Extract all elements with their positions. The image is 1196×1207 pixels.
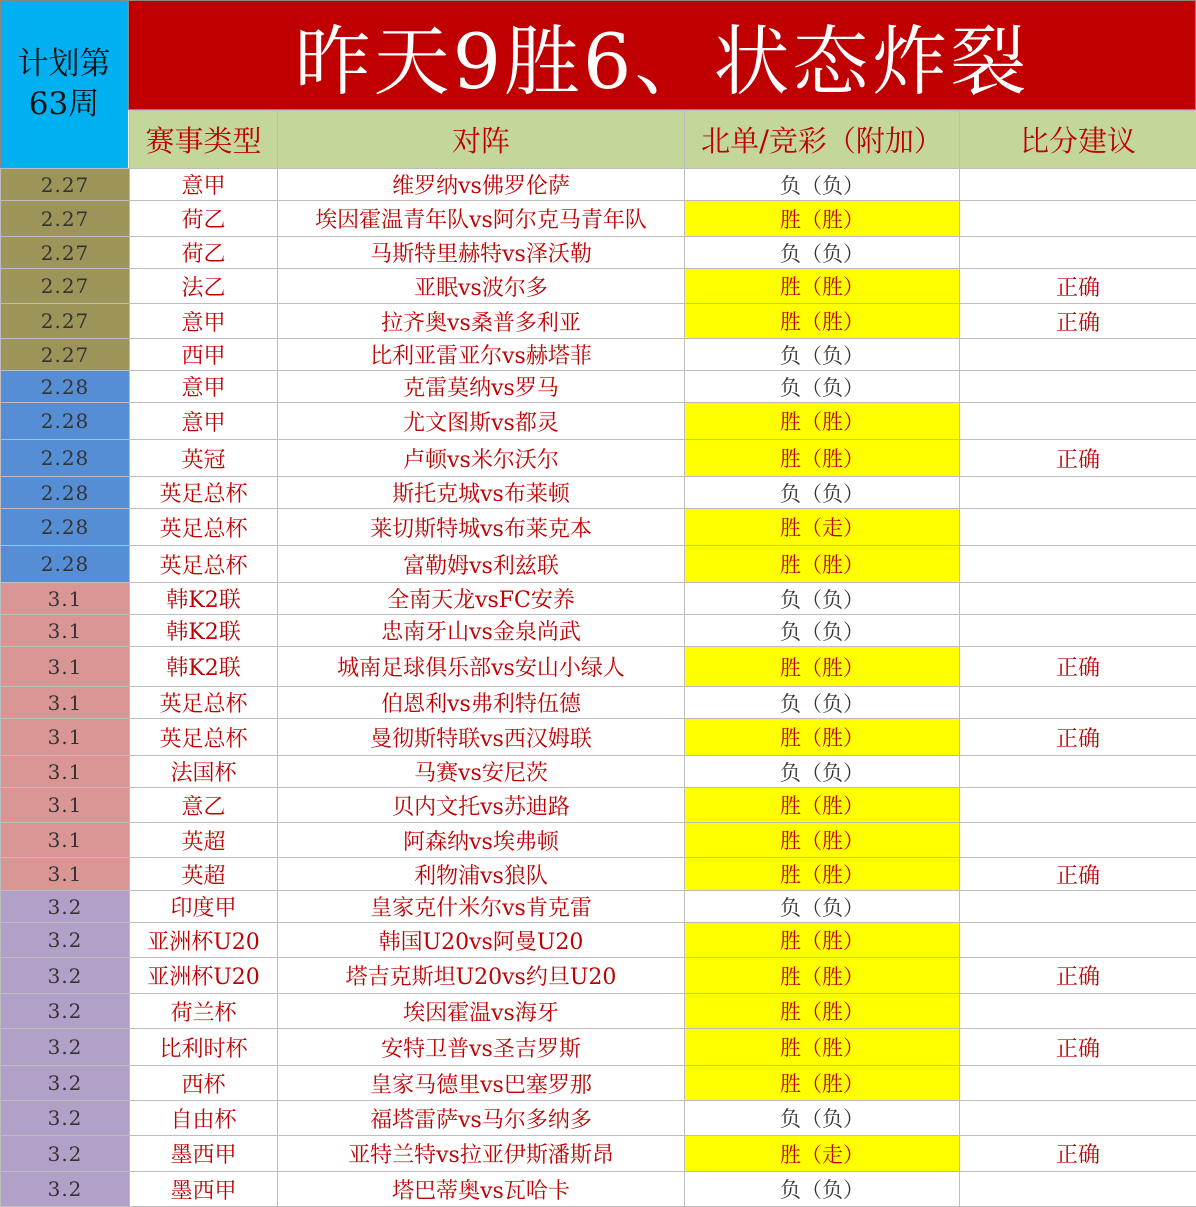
match-type-cell: 法乙 bbox=[130, 269, 278, 304]
match-type-cell: 意甲 bbox=[130, 304, 278, 339]
match-type-cell: 意甲 bbox=[130, 169, 278, 201]
picks-table bbox=[0, 110, 1196, 1207]
match-type-cell: 韩K2联 bbox=[130, 583, 278, 615]
result-cell: 负（负） bbox=[685, 891, 960, 923]
score-cell bbox=[960, 823, 1196, 858]
table-row bbox=[1, 583, 1196, 615]
match-cell: 克雷莫纳vs罗马 bbox=[278, 371, 685, 403]
match-type-cell: 英足总杯 bbox=[130, 719, 278, 756]
date-cell: 2.27 bbox=[1, 269, 130, 304]
match-cell: 安特卫普vs圣吉罗斯 bbox=[278, 1029, 685, 1066]
match-cell: 阿森纳vs埃弗顿 bbox=[278, 823, 685, 858]
result-cell: 胜（胜） bbox=[685, 858, 960, 891]
score-cell: 正确 bbox=[960, 440, 1196, 477]
table-row bbox=[1, 994, 1196, 1029]
match-cell: 斯托克城vs布莱顿 bbox=[278, 477, 685, 509]
match-type-cell: 比利时杯 bbox=[130, 1029, 278, 1066]
match-type-cell: 亚洲杯U20 bbox=[130, 958, 278, 994]
match-cell: 富勒姆vs利兹联 bbox=[278, 546, 685, 583]
banner-title: 昨天9胜6、状态炸裂 bbox=[128, 0, 1196, 110]
result-cell: 负（负） bbox=[685, 237, 960, 269]
result-cell: 负（负） bbox=[685, 615, 960, 647]
match-type-cell: 墨西甲 bbox=[130, 1172, 278, 1207]
date-cell: 3.2 bbox=[1, 958, 130, 994]
date-cell: 3.1 bbox=[1, 756, 130, 788]
table-row bbox=[1, 823, 1196, 858]
match-cell: 塔巴蒂奥vs瓦哈卡 bbox=[278, 1172, 685, 1207]
table-row bbox=[1, 509, 1196, 546]
table-row bbox=[1, 687, 1196, 719]
result-cell: 胜（胜） bbox=[685, 719, 960, 756]
score-cell: 正确 bbox=[960, 958, 1196, 994]
score-cell: 正确 bbox=[960, 719, 1196, 756]
match-type-cell: 墨西甲 bbox=[130, 1136, 278, 1172]
match-type-cell: 荷兰杯 bbox=[130, 994, 278, 1029]
result-cell: 胜（胜） bbox=[685, 269, 960, 304]
table-row bbox=[1, 304, 1196, 339]
match-type-cell: 英超 bbox=[130, 858, 278, 891]
result-cell: 负（负） bbox=[685, 1172, 960, 1207]
score-cell: 正确 bbox=[960, 1136, 1196, 1172]
score-cell bbox=[960, 687, 1196, 719]
table-row bbox=[1, 339, 1196, 371]
match-cell: 伯恩利vs弗利特伍德 bbox=[278, 687, 685, 719]
match-cell: 皇家克什米尔vs肯克雷 bbox=[278, 891, 685, 923]
result-cell: 胜（胜） bbox=[685, 1029, 960, 1066]
date-cell: 3.2 bbox=[1, 891, 130, 923]
match-cell: 埃因霍温青年队vs阿尔克马青年队 bbox=[278, 201, 685, 237]
table-row bbox=[1, 201, 1196, 237]
header-spacer bbox=[1, 111, 130, 169]
match-cell: 维罗纳vs佛罗伦萨 bbox=[278, 169, 685, 201]
match-type-cell: 英冠 bbox=[130, 440, 278, 477]
date-cell: 3.1 bbox=[1, 583, 130, 615]
date-cell: 2.28 bbox=[1, 477, 130, 509]
match-type-cell: 荷乙 bbox=[130, 237, 278, 269]
date-cell: 3.1 bbox=[1, 788, 130, 823]
result-cell: 负（负） bbox=[685, 1101, 960, 1136]
result-cell: 胜（胜） bbox=[685, 1066, 960, 1101]
result-cell: 胜（走） bbox=[685, 1136, 960, 1172]
header-type: 赛事类型 bbox=[130, 111, 278, 169]
score-cell bbox=[960, 339, 1196, 371]
date-cell: 3.2 bbox=[1, 1172, 130, 1207]
date-cell: 3.2 bbox=[1, 923, 130, 958]
result-cell: 负（负） bbox=[685, 756, 960, 788]
date-cell: 2.27 bbox=[1, 169, 130, 201]
result-cell: 负（负） bbox=[685, 169, 960, 201]
match-type-cell: 英足总杯 bbox=[130, 546, 278, 583]
score-cell: 正确 bbox=[960, 269, 1196, 304]
table-row bbox=[1, 237, 1196, 269]
table-row bbox=[1, 371, 1196, 403]
match-type-cell: 英足总杯 bbox=[130, 687, 278, 719]
match-type-cell: 意甲 bbox=[130, 403, 278, 440]
picks-table-body bbox=[1, 111, 1196, 1207]
table-row bbox=[1, 647, 1196, 687]
match-type-cell: 英足总杯 bbox=[130, 477, 278, 509]
match-cell: 亚特兰特vs拉亚伊斯潘斯昂 bbox=[278, 1136, 685, 1172]
date-cell: 2.27 bbox=[1, 201, 130, 237]
match-type-cell: 西杯 bbox=[130, 1066, 278, 1101]
match-cell: 马斯特里赫特vs泽沃勒 bbox=[278, 237, 685, 269]
date-cell: 3.2 bbox=[1, 1101, 130, 1136]
date-cell: 3.2 bbox=[1, 1066, 130, 1101]
plan-label-line2: 63周 bbox=[29, 84, 99, 124]
match-type-cell: 亚洲杯U20 bbox=[130, 923, 278, 958]
table-row bbox=[1, 1066, 1196, 1101]
score-cell bbox=[960, 509, 1196, 546]
score-cell bbox=[960, 994, 1196, 1029]
date-cell: 3.2 bbox=[1, 1136, 130, 1172]
header-row bbox=[1, 111, 1196, 169]
score-cell bbox=[960, 477, 1196, 509]
score-cell: 正确 bbox=[960, 858, 1196, 891]
score-cell bbox=[960, 201, 1196, 237]
match-cell: 马赛vs安尼茨 bbox=[278, 756, 685, 788]
table-row bbox=[1, 1029, 1196, 1066]
match-cell: 亚眠vs波尔多 bbox=[278, 269, 685, 304]
date-cell: 2.28 bbox=[1, 546, 130, 583]
date-cell: 3.1 bbox=[1, 687, 130, 719]
table-row bbox=[1, 546, 1196, 583]
date-cell: 2.27 bbox=[1, 237, 130, 269]
plan-label-line1: 计划第 bbox=[18, 44, 111, 84]
table-row bbox=[1, 788, 1196, 823]
match-cell: 埃因霍温vs海牙 bbox=[278, 994, 685, 1029]
match-type-cell: 意乙 bbox=[130, 788, 278, 823]
result-cell: 胜（胜） bbox=[685, 788, 960, 823]
date-cell: 2.28 bbox=[1, 371, 130, 403]
match-cell: 韩国U20vs阿曼U20 bbox=[278, 923, 685, 958]
match-cell: 城南足球俱乐部vs安山小绿人 bbox=[278, 647, 685, 687]
score-cell bbox=[960, 615, 1196, 647]
result-cell: 胜（胜） bbox=[685, 304, 960, 339]
date-cell: 3.1 bbox=[1, 858, 130, 891]
date-cell: 3.2 bbox=[1, 1029, 130, 1066]
score-cell bbox=[960, 371, 1196, 403]
match-cell: 莱切斯特城vs布莱克本 bbox=[278, 509, 685, 546]
result-cell: 胜（走） bbox=[685, 509, 960, 546]
match-type-cell: 荷乙 bbox=[130, 201, 278, 237]
match-type-cell: 意甲 bbox=[130, 371, 278, 403]
score-cell: 正确 bbox=[960, 304, 1196, 339]
date-cell: 2.28 bbox=[1, 509, 130, 546]
result-cell: 胜（胜） bbox=[685, 546, 960, 583]
score-cell bbox=[960, 923, 1196, 958]
result-cell: 胜（胜） bbox=[685, 823, 960, 858]
table-row bbox=[1, 615, 1196, 647]
header-match: 对阵 bbox=[278, 111, 685, 169]
table-row bbox=[1, 169, 1196, 201]
match-cell: 拉齐奥vs桑普多利亚 bbox=[278, 304, 685, 339]
score-cell bbox=[960, 403, 1196, 440]
match-type-cell: 西甲 bbox=[130, 339, 278, 371]
date-cell: 3.1 bbox=[1, 647, 130, 687]
match-cell: 皇家马德里vs巴塞罗那 bbox=[278, 1066, 685, 1101]
table-row bbox=[1, 923, 1196, 958]
match-cell: 全南天龙vsFC安养 bbox=[278, 583, 685, 615]
score-cell bbox=[960, 237, 1196, 269]
date-cell: 3.1 bbox=[1, 719, 130, 756]
match-type-cell: 自由杯 bbox=[130, 1101, 278, 1136]
date-cell: 3.1 bbox=[1, 615, 130, 647]
result-cell: 胜（胜） bbox=[685, 958, 960, 994]
match-cell: 比利亚雷亚尔vs赫塔菲 bbox=[278, 339, 685, 371]
match-cell: 曼彻斯特联vs西汉姆联 bbox=[278, 719, 685, 756]
result-cell: 胜（胜） bbox=[685, 201, 960, 237]
score-cell: 正确 bbox=[960, 1029, 1196, 1066]
match-cell: 福塔雷萨vs马尔多纳多 bbox=[278, 1101, 685, 1136]
score-cell bbox=[960, 169, 1196, 201]
result-cell: 胜（胜） bbox=[685, 923, 960, 958]
table-row bbox=[1, 403, 1196, 440]
table-row bbox=[1, 756, 1196, 788]
score-cell bbox=[960, 891, 1196, 923]
match-cell: 卢顿vs米尔沃尔 bbox=[278, 440, 685, 477]
match-cell: 贝内文托vs苏迪路 bbox=[278, 788, 685, 823]
match-type-cell: 韩K2联 bbox=[130, 615, 278, 647]
score-cell bbox=[960, 1172, 1196, 1207]
match-type-cell: 英超 bbox=[130, 823, 278, 858]
match-type-cell: 法国杯 bbox=[130, 756, 278, 788]
result-cell: 胜（胜） bbox=[685, 403, 960, 440]
table-row bbox=[1, 1136, 1196, 1172]
table-row bbox=[1, 1172, 1196, 1207]
result-cell: 负（负） bbox=[685, 339, 960, 371]
match-cell: 尤文图斯vs都灵 bbox=[278, 403, 685, 440]
score-cell bbox=[960, 756, 1196, 788]
header-result: 北单/竞彩（附加） bbox=[685, 111, 960, 169]
match-cell: 利物浦vs狼队 bbox=[278, 858, 685, 891]
header-score: 比分建议 bbox=[960, 111, 1196, 169]
date-cell: 2.27 bbox=[1, 339, 130, 371]
table-row bbox=[1, 269, 1196, 304]
date-cell: 2.28 bbox=[1, 403, 130, 440]
score-cell bbox=[960, 1101, 1196, 1136]
score-cell bbox=[960, 546, 1196, 583]
table-row bbox=[1, 1101, 1196, 1136]
match-type-cell: 韩K2联 bbox=[130, 647, 278, 687]
result-cell: 负（负） bbox=[685, 687, 960, 719]
score-cell bbox=[960, 583, 1196, 615]
result-cell: 胜（胜） bbox=[685, 994, 960, 1029]
table-row bbox=[1, 958, 1196, 994]
score-cell bbox=[960, 1066, 1196, 1101]
table-row bbox=[1, 858, 1196, 891]
date-cell: 2.28 bbox=[1, 440, 130, 477]
table-row bbox=[1, 719, 1196, 756]
table-row bbox=[1, 891, 1196, 923]
date-cell: 3.2 bbox=[1, 994, 130, 1029]
table-row bbox=[1, 477, 1196, 509]
result-cell: 负（负） bbox=[685, 477, 960, 509]
score-cell: 正确 bbox=[960, 647, 1196, 687]
result-cell: 胜（胜） bbox=[685, 647, 960, 687]
table-row bbox=[1, 440, 1196, 477]
match-type-cell: 印度甲 bbox=[130, 891, 278, 923]
result-cell: 负（负） bbox=[685, 583, 960, 615]
date-cell: 2.27 bbox=[1, 304, 130, 339]
match-cell: 忠南牙山vs金泉尚武 bbox=[278, 615, 685, 647]
score-cell bbox=[960, 788, 1196, 823]
date-cell: 3.1 bbox=[1, 823, 130, 858]
result-cell: 胜（胜） bbox=[685, 440, 960, 477]
result-cell: 负（负） bbox=[685, 371, 960, 403]
match-type-cell: 英足总杯 bbox=[130, 509, 278, 546]
match-cell: 塔吉克斯坦U20vs约旦U20 bbox=[278, 958, 685, 994]
